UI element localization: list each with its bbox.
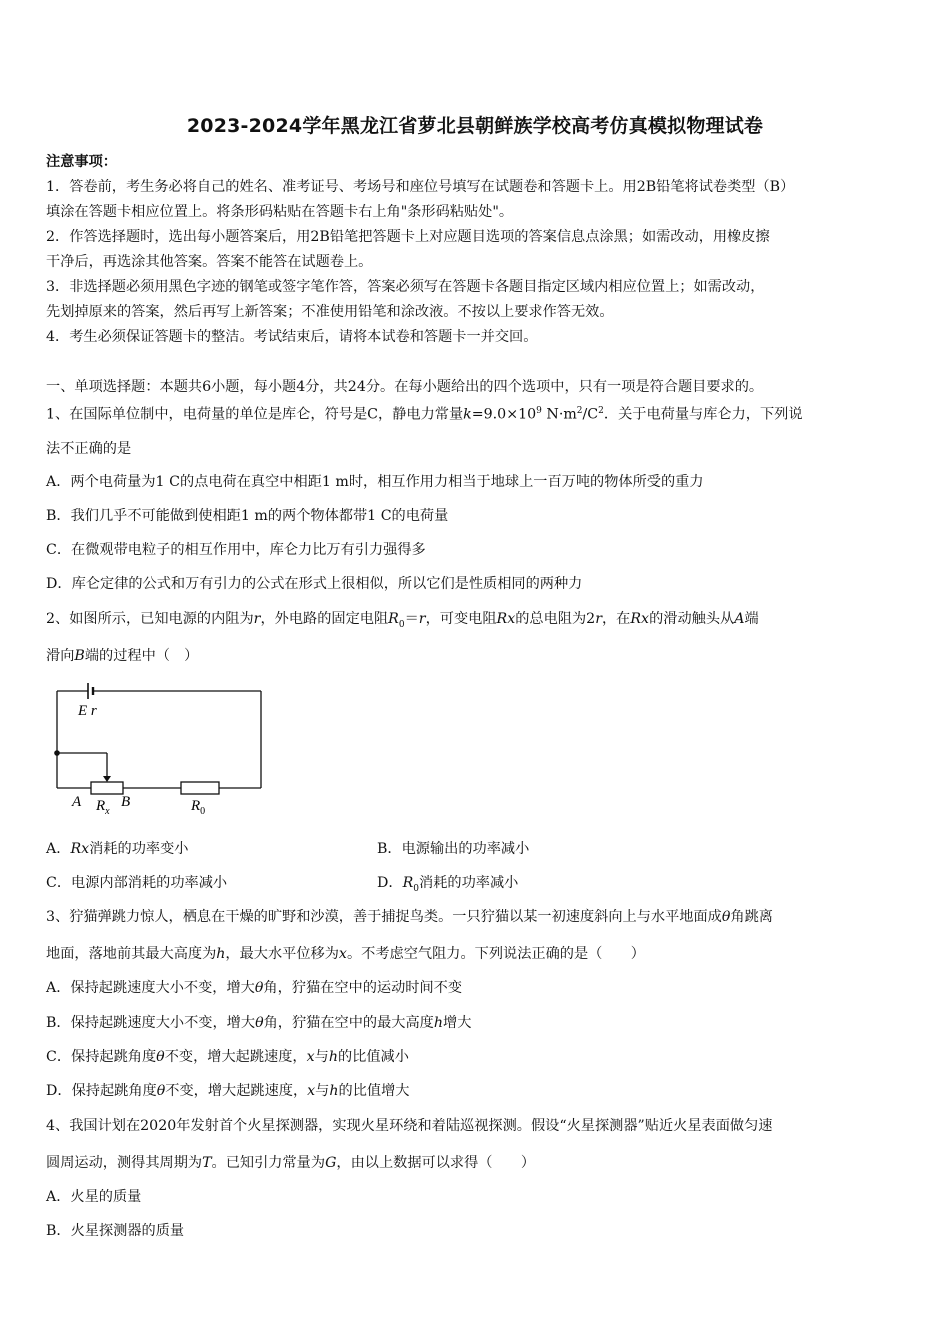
slider-arrow xyxy=(103,776,111,782)
q3-option-d: D．保持起跳角度θ不变，增大起跳速度，x与h的比值增大 xyxy=(46,1083,410,1099)
q2-option-a: A．Rx消耗的功率变小 xyxy=(46,841,189,857)
q3-option-b: B．保持起跳速度大小不变，增大θ角，狞猫在空中的最大高度h增大 xyxy=(46,1015,472,1031)
notice-line: 4．考生必须保证答题卡的整洁。考试结束后，请将本试卷和答题卡一并交回。 xyxy=(46,329,538,345)
q3-option-c: C．保持起跳角度θ不变，增大起跳速度，x与h的比值减小 xyxy=(46,1049,409,1065)
notice-line: 1．答卷前，考生务必将自己的姓名、准考证号、考场号和座位号填写在试题卷和答题卡上。用2B铅笔将试卷类型（B） xyxy=(46,179,795,195)
question-1-stem: 1、在国际单位制中，电荷量的单位是库仑，符号是C，静电力常量$k=9.0\times 10^9$ $N\cdot m^2/C^2$．关于电荷量与库仑力，下列说 xyxy=(46,406,803,423)
terminal-a-label: A xyxy=(72,794,82,810)
q1-option-a: A．两个电荷量为1 C的点电荷在真空中相距1 m时，相互作用力相当于地球上一百万吨的物体所受的重力 xyxy=(46,474,704,490)
question-2-stem-cont: 滑向B端的过程中（ ） xyxy=(46,648,199,664)
question-4-stem: 4、我国计划在2020年发射首个火星探测器，实现火星环绕和着陆巡视探测。假设“火星探测器”贴近火星表面做匀速 xyxy=(46,1118,773,1134)
source-label: E r xyxy=(78,703,97,719)
q2-option-c: C．电源内部消耗的功率减小 xyxy=(46,875,228,891)
question-4-stem-cont: 圆周运动，测得其周期为T。已知引力常量为G，由以上数据可以求得（ ） xyxy=(46,1155,536,1171)
q2-option-d: D．$R_0$消耗的功率减小 xyxy=(377,875,519,894)
notice-line: 先划掉原来的答案，然后再写上新答案；不准使用铅笔和涂改液。不按以上要求作答无效。 xyxy=(46,304,614,320)
question-3-stem: 3、狞猫弹跳力惊人，栖息在干燥的旷野和沙漠，善于捕捉鸟类。一只狞猫以某一初速度斜向上与水平地面成θ角跳离 xyxy=(46,909,773,925)
notice-heading: 注意事项： xyxy=(46,154,117,170)
q3-option-a: A．保持起跳速度大小不变，增大θ角，狞猫在空中的运动时间不变 xyxy=(46,980,463,996)
notice-line: 3．非选择题必须用黑色字迹的钢笔或签字笔作答，答案必须写在答题卡各题目指定区域内相应位置上；如需改动， xyxy=(46,279,765,295)
notice-line: 2．作答选择题时，选出每小题答案后，用2B铅笔把答题卡上对应题目选项的答案信息点涂黑；如需改动，用橡皮擦 xyxy=(46,229,770,245)
page-title: 2023-2024学年黑龙江省萝北县朝鲜族学校高考仿真模拟物理试卷 xyxy=(186,115,764,137)
rx-label: $R_x$ xyxy=(96,798,110,817)
q1-option-b: B．我们几乎不可能做到使相距1 m的两个物体都带1 C的电荷量 xyxy=(46,508,449,524)
terminal-b-label: B xyxy=(121,794,131,810)
notice-line: 填涂在答题卡相应位置上。将条形码粘贴在答题卡右上角"条形码粘贴处"。 xyxy=(46,204,514,220)
resistor-r0 xyxy=(181,782,219,794)
question-3-stem-cont: 地面，落地前其最大高度为h，最大水平位移为x。不考虑空气阻力。下列说法正确的是（ ） xyxy=(46,946,645,962)
junction-dot xyxy=(54,750,60,756)
circuit-diagram xyxy=(50,676,270,818)
q4-option-a: A．火星的质量 xyxy=(46,1189,142,1205)
q1-option-d: D．库仑定律的公式和万有引力的公式在形式上很相似，所以它们是性质相同的两种力 xyxy=(46,576,583,592)
question-2-stem: 2、如图所示，已知电源的内阻为r，外电路的固定电阻$R_0=r$，可变电阻Rx的总电阻为2r，在Rx的滑动触头从A端 xyxy=(46,611,759,630)
rheostat-rx xyxy=(91,782,123,794)
q2-option-b: B．电源输出的功率减小 xyxy=(377,841,530,857)
r0-label: $R_0$ xyxy=(191,798,206,817)
q4-option-b: B．火星探测器的质量 xyxy=(46,1223,185,1239)
question-1-stem-cont: 法不正确的是 xyxy=(46,441,132,457)
q1-option-c: C．在微观带电粒子的相互作用中，库仑力比万有引力强得多 xyxy=(46,542,426,558)
notice-line: 干净后，再选涂其他答案。答案不能答在试题卷上。 xyxy=(46,254,373,270)
section-heading: 一、单项选择题：本题共6小题，每小题4分，共24分。在每小题给出的四个选项中，只有一项是符合题目要求的。 xyxy=(46,379,764,395)
